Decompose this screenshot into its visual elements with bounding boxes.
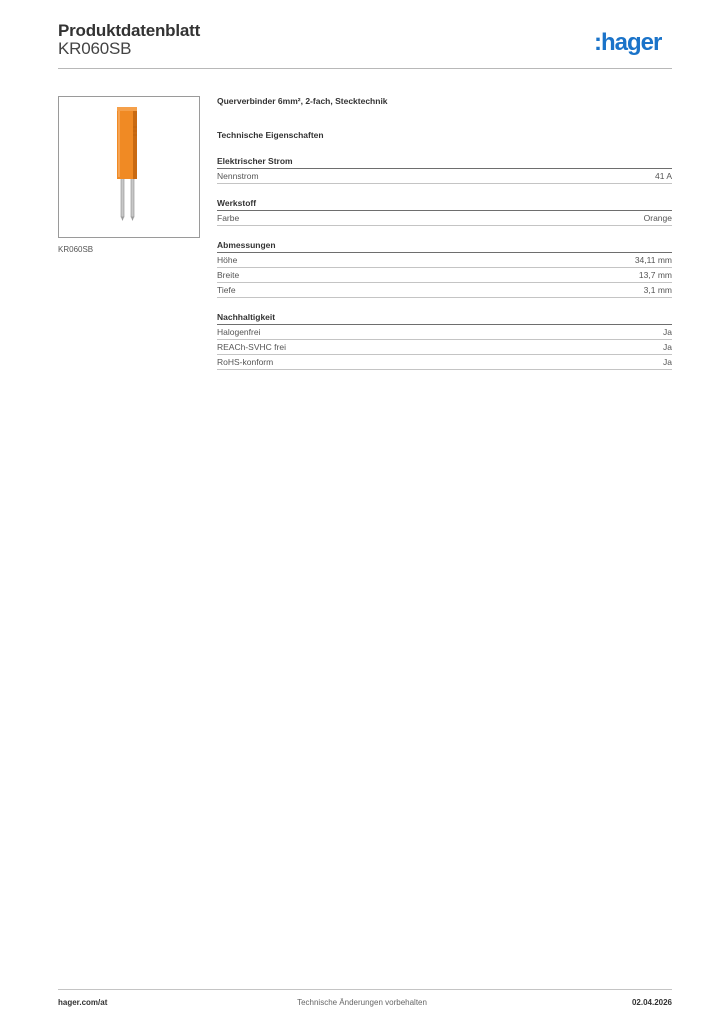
section-title: Elektrischer Strom [217, 155, 672, 169]
footer-divider [58, 989, 672, 990]
property-row [217, 355, 672, 370]
svg-text::hager: :hager [594, 29, 662, 56]
hager-logo [594, 29, 674, 57]
property-section [217, 155, 672, 184]
property-value: 13,7 mm [638, 270, 672, 280]
property-value: 34,11 mm [634, 255, 672, 265]
product-name: Querverbinder 6mm², 2-fach, Stecktechnik [217, 96, 388, 106]
product-image-frame [58, 96, 200, 238]
header-divider [58, 68, 672, 69]
property-label: REACh-SVHC frei [217, 342, 286, 352]
footer-date: 02.04.2026 [631, 998, 672, 1007]
product-details [217, 95, 672, 370]
footer-website[interactable]: hager.com/at [58, 998, 108, 1007]
property-label: Tiefe [217, 285, 236, 295]
property-section [217, 197, 672, 226]
property-label: Halogenfrei [217, 327, 261, 337]
property-label: Nennstrom [217, 171, 259, 181]
property-row [217, 325, 672, 340]
property-section [217, 239, 672, 298]
product-code: KR060SB [58, 39, 132, 58]
property-label: Höhe [217, 255, 238, 265]
section-title: Nachhaltigkeit [217, 311, 672, 325]
property-row [217, 340, 672, 355]
property-row [217, 211, 672, 226]
property-value: 41 A [654, 171, 672, 181]
property-section [217, 311, 672, 370]
property-value: 3,1 mm [643, 285, 672, 295]
property-row [217, 169, 672, 184]
property-value: Orange [643, 213, 672, 223]
property-label: RoHS-konform [217, 357, 274, 367]
property-row [217, 283, 672, 298]
property-value: Ja [663, 357, 672, 367]
product-image [59, 97, 199, 237]
section-title: Abmessungen [217, 239, 672, 253]
property-value: Ja [663, 342, 672, 352]
properties-heading: Technische Eigenschaften [217, 130, 324, 140]
property-row [217, 253, 672, 268]
property-value: Ja [663, 327, 672, 337]
document-title: Produktdatenblatt [58, 21, 201, 40]
image-caption: KR060SB [58, 245, 94, 254]
footer-disclaimer: Technische Änderungen vorbehalten [297, 998, 427, 1007]
property-label: Farbe [217, 213, 240, 223]
section-title: Werkstoff [217, 197, 672, 211]
property-label: Breite [217, 270, 240, 280]
property-row [217, 268, 672, 283]
properties-sections [217, 155, 672, 370]
